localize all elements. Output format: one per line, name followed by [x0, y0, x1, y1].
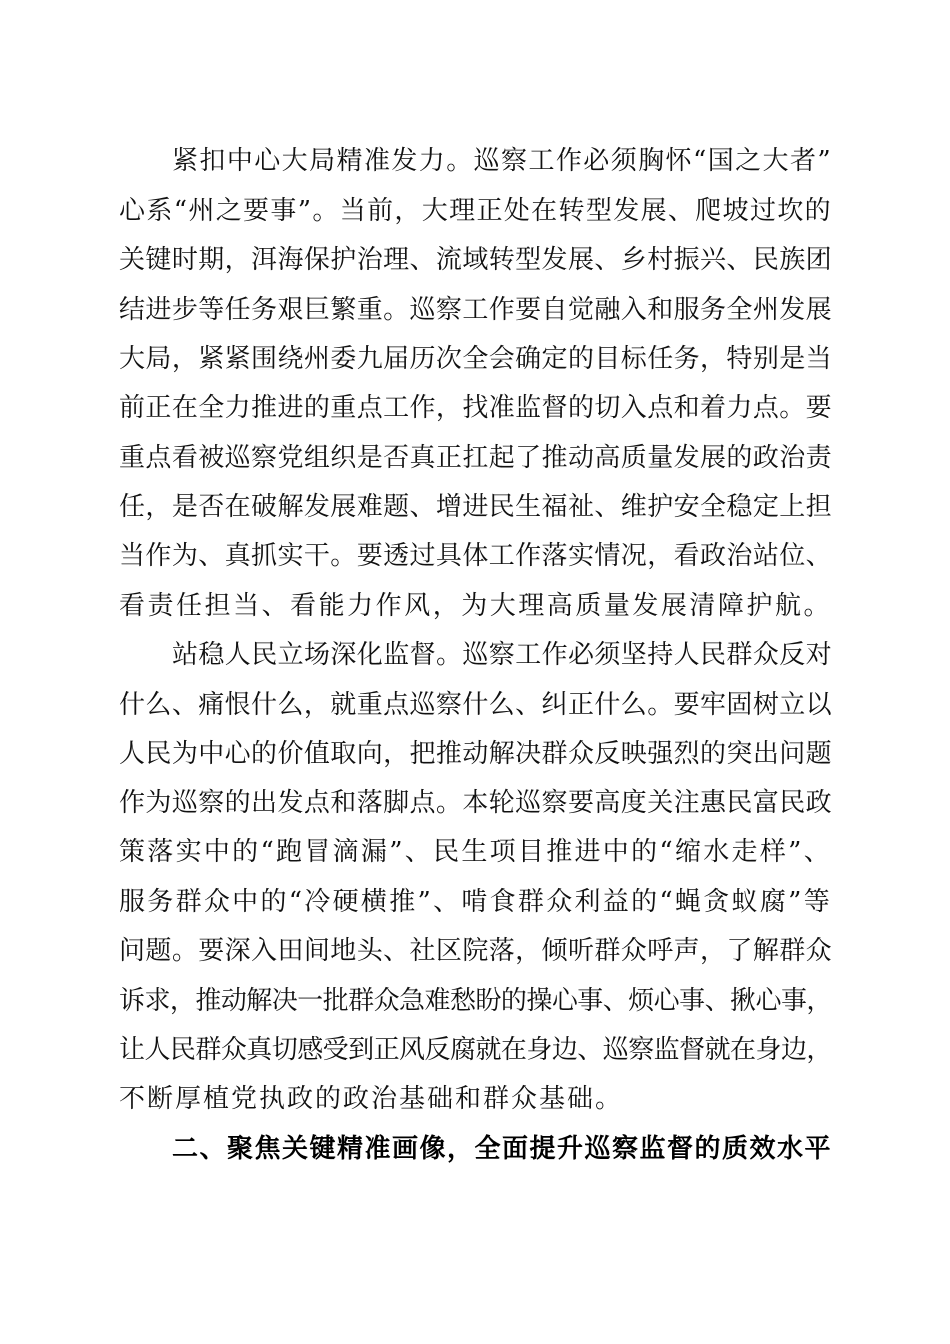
- paragraph-line: 重点看被巡察党组织是否真正扛起了推动高质量发展的政治责: [119, 443, 833, 473]
- paragraph-line: 策落实中的“跑冒滴漏”、民生项目推进中的“缩水走样”、: [119, 837, 832, 867]
- paragraph-line: 人民为中心的价值取向，把推动解决群众反映强烈的突出问题: [119, 739, 833, 769]
- paragraph-line: 什么、痛恨什么，就重点巡察什么、纠正什么。要牢固树立以: [119, 690, 833, 720]
- paragraph-line: 站稳人民立场深化监督。巡察工作必须坚持人民群众反对: [172, 640, 833, 670]
- paragraph-line: 作为巡察的出发点和落脚点。本轮巡察要高度关注惠民富民政: [119, 788, 833, 818]
- paragraph-line: 心系“州之要事”。当前，大理正处在转型发展、爬坡过坎的: [119, 196, 833, 226]
- paragraph-line: 任，是否在破解发展难题、增进民生福祉、维护安全稳定上担: [119, 492, 833, 522]
- paragraph-line: 紧扣中心大局精准发力。巡察工作必须胸怀“国之大者”: [172, 146, 833, 176]
- paragraph-line: 让人民群众真切感受到正风反腐就在身边、巡察监督就在身边，: [119, 1035, 832, 1065]
- paragraph-line: 关键时期，洱海保护治理、流域转型发展、乡村振兴、民族团: [119, 245, 833, 275]
- paragraph-line: 大局，紧紧围绕州委九届历次全会确定的目标任务，特别是当: [119, 344, 833, 374]
- paragraph-line: 结进步等任务艰巨繁重。巡察工作要自觉融入和服务全州发展: [119, 295, 833, 325]
- section-heading: 二、聚焦关键精准画像，全面提升巡察监督的质效水平: [172, 1134, 833, 1164]
- paragraph-line: 不断厚植党执政的政治基础和群众基础。: [119, 1084, 624, 1114]
- paragraph-line: 当作为、真抓实干。要透过具体工作落实情况，看政治站位、: [119, 541, 833, 571]
- paragraph-line: 诉求，推动解决一批群众急难愁盼的操心事、烦心事、揪心事，: [119, 986, 832, 1016]
- paragraph-line: 问题。要深入田间地头、社区院落，倾听群众呼声，了解群众: [119, 936, 833, 966]
- paragraph-line: 服务群众中的“冷硬横推”、啃食群众利益的“蝇贪蚁腐”等: [119, 887, 832, 917]
- paragraph-line: 看责任担当、看能力作风，为大理高质量发展清障护航。: [119, 591, 833, 621]
- paragraph-line: 前正在全力推进的重点工作，找准监督的切入点和着力点。要: [119, 393, 833, 423]
